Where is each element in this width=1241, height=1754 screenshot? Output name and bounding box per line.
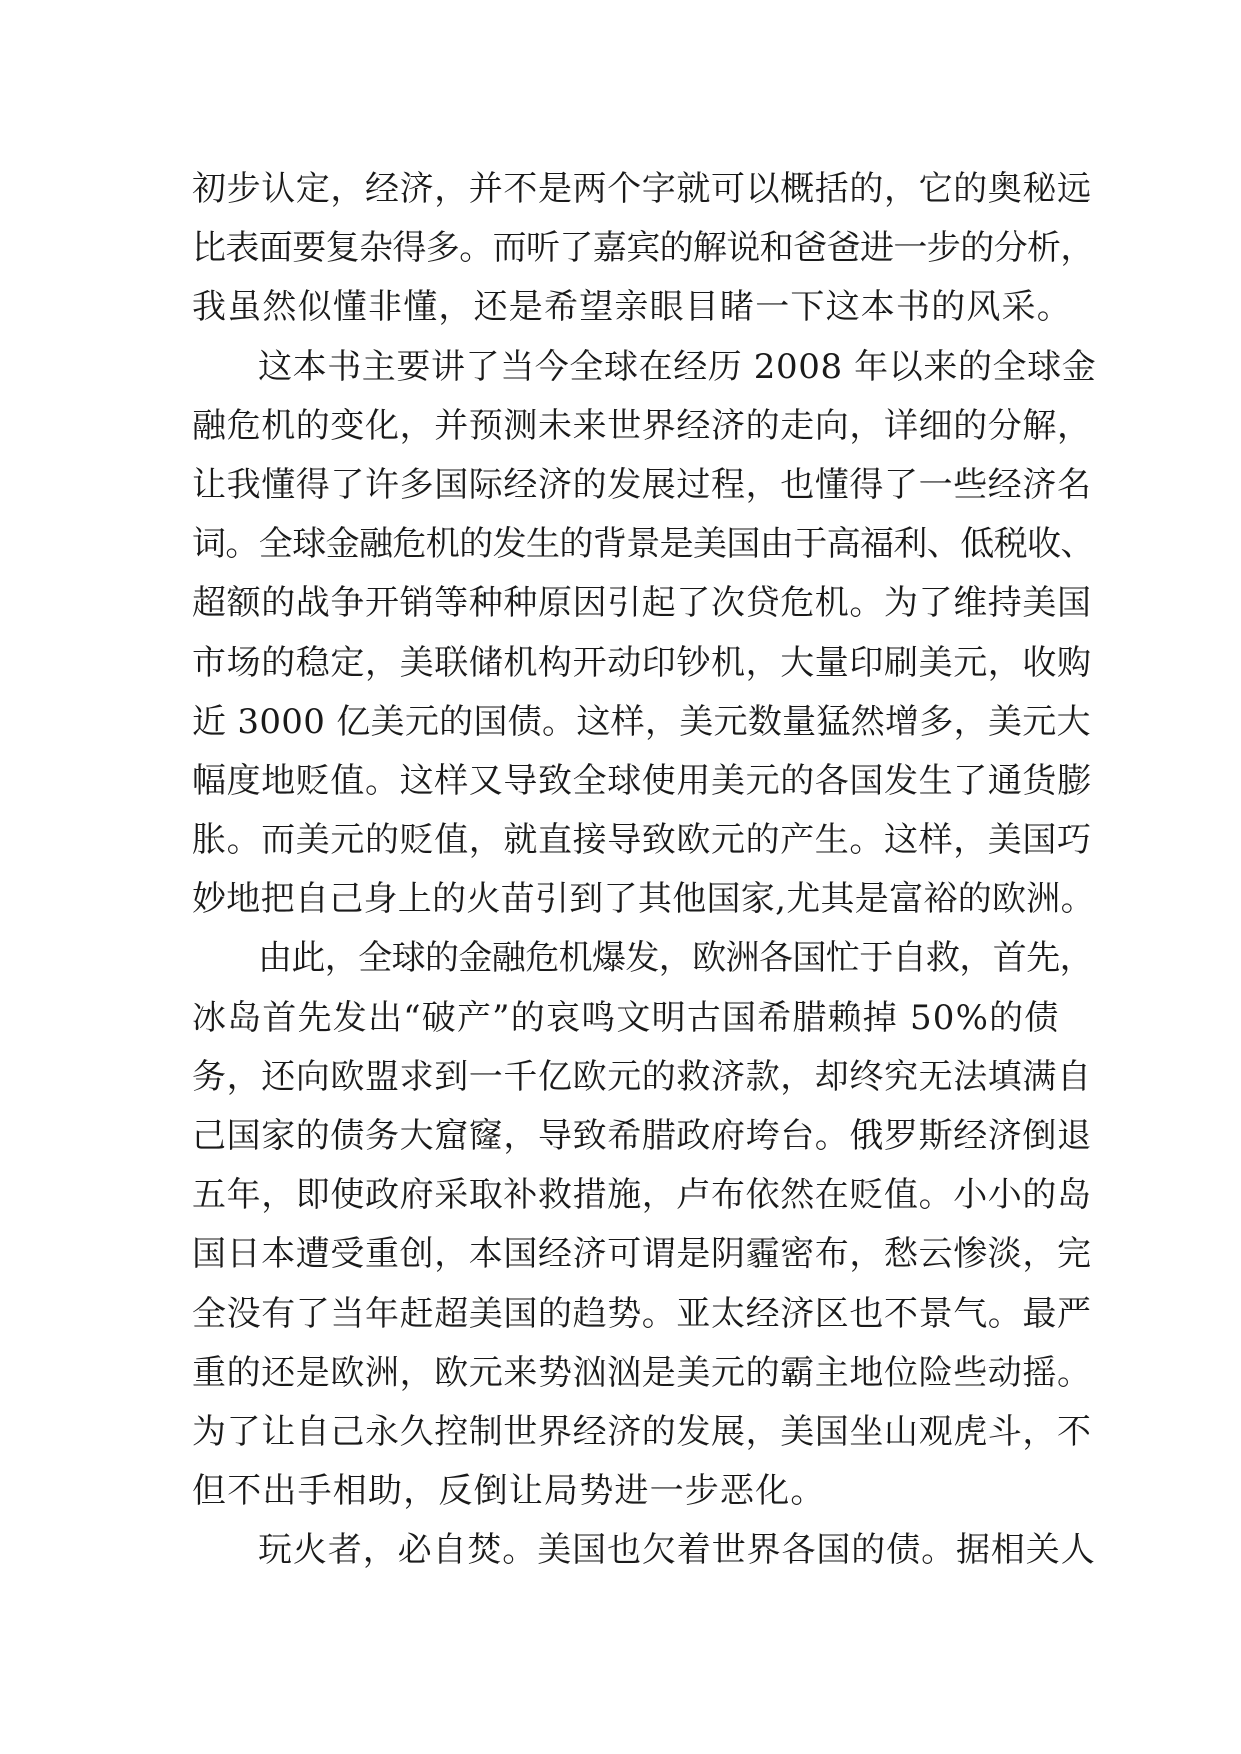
text-line: 为了让自己永久控制世界经济的发展，美国坐山观虎斗，不	[192, 1411, 1092, 1452]
text-line: 胀。而美元的贬值，就直接导致欧元的产生。这样，美国巧	[192, 820, 1092, 861]
text-line: 务，还向欧盟求到一千亿欧元的救济款，却终究无法填满自	[192, 1056, 1092, 1097]
text-line: 融危机的变化，并预测未来世界经济的走向，详细的分解，	[192, 405, 1092, 446]
text-line: 幅度地贬值。这样又导致全球使用美元的各国发生了通货膨	[192, 760, 1092, 801]
text-line: 全没有了当年赶超美国的趋势。亚太经济区也不景气。最严	[192, 1293, 1092, 1334]
paragraph-first-line: 由此，全球的金融危机爆发，欧洲各国忙于自救，首先，	[258, 938, 1093, 979]
text-line: 重的还是欧洲，欧元来势汹汹是美元的霸主地位险些动摇。	[192, 1352, 1092, 1393]
text-line: 冰岛首先发出“破产”的哀鸣文明古国希腊赖掉 50%的债	[192, 997, 1060, 1038]
text-line: 近 3000 亿美元的国债。这样，美元数量猛然增多，美元大	[192, 701, 1091, 742]
body-text	[192, 160, 1097, 1581]
text-line: 我虽然似懂非懂，还是希望亲眼目睹一下这本书的风采。	[192, 287, 1072, 328]
paragraph-first-line: 玩火者，必自焚。美国也欠着世界各国的债。据相关人	[258, 1530, 1096, 1571]
text-line: 妙地把自己身上的火苗引到了其他国家,尤其是富裕的欧洲。	[192, 879, 1095, 920]
text-line: 让我懂得了许多国际经济的发展过程，也懂得了一些经济名	[192, 464, 1092, 505]
paragraph-first-line: 这本书主要讲了当今全球在经历 2008 年以来的全球金	[258, 346, 1097, 387]
text-line: 市场的稳定，美联储机构开动印钞机，大量印刷美元，收购	[192, 642, 1092, 683]
text-line: 初步认定，经济，并不是两个字就可以概括的，它的奥秘远	[192, 169, 1092, 209]
text-line: 词。全球金融危机的发生的背景是美国由于高福利、低税收、	[192, 524, 1094, 565]
text-line: 国日本遭受重创，本国经济可谓是阴霾密布，愁云惨淡，完	[192, 1234, 1092, 1275]
text-line: 超额的战争开销等种种原因引起了次贷危机。为了维持美国	[192, 583, 1092, 624]
text-line: 比表面要复杂得多。而听了嘉宾的解说和爸爸进一步的分析，	[192, 228, 1094, 269]
text-line: 但不出手相助，反倒让局势进一步恶化。	[192, 1471, 826, 1512]
text-line: 己国家的债务大窟窿，导致希腊政府垮台。俄罗斯经济倒退	[192, 1116, 1092, 1156]
text-line: 五年，即使政府采取补救措施，卢布依然在贬值。小小的岛	[192, 1175, 1092, 1216]
